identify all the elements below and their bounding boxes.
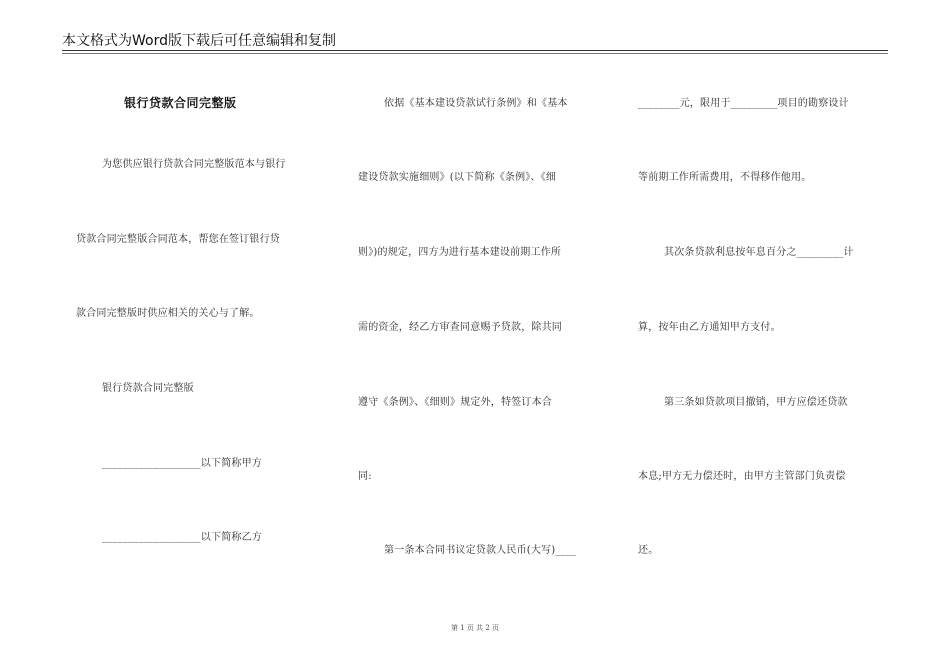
paragraph-line: 本息;甲方无力偿还时，由甲方主管部门负责偿 bbox=[638, 471, 846, 482]
document-header: 本文格式为Word版下载后可任意编辑和复制 bbox=[62, 33, 336, 49]
header-rule-thin bbox=[62, 53, 888, 54]
paragraph-line: 算，按年由乙方通知甲方支付。 bbox=[638, 322, 781, 333]
paragraph-line: ________元，限用于_________项目的勘察设计 bbox=[638, 98, 849, 109]
paragraph-line: 同: bbox=[358, 471, 372, 482]
paragraph-line: 贷款合同完整版合同范本，帮您在签订银行贷 bbox=[76, 234, 280, 245]
page-number-footer: 第 1 页 共 2 页 bbox=[450, 624, 500, 632]
paragraph-line: 建设贷款实施细则》(以下简称《条例》、《细 bbox=[358, 172, 557, 183]
paragraph-line: 其次条贷款利息按年息百分之_________计 bbox=[664, 247, 854, 258]
paragraph-line: 款合同完整版时供应相关的关心与了解。 bbox=[76, 308, 260, 319]
paragraph-line: 还。 bbox=[638, 545, 659, 556]
paragraph-line: 依据《基本建设贷款试行条例》和《基本 bbox=[384, 98, 568, 109]
paragraph-line: 为您供应银行贷款合同完整版范本与银行 bbox=[102, 159, 286, 170]
party-b-line: ___________________以下简称乙方 bbox=[102, 532, 262, 543]
paragraph-line: 等前期工作所需费用，不得移作他用。 bbox=[638, 172, 812, 183]
paragraph-line: 需的资金，经乙方审查同意赐予贷款，除共同 bbox=[358, 322, 562, 333]
paragraph-line: 则》)的规定，四方为进行基本建设前期工作所 bbox=[358, 247, 562, 258]
paragraph-line: 第一条本合同书议定贷款人民币(大写)____ bbox=[384, 545, 577, 556]
paragraph-line: 第三条如贷款项目撤销，甲方应偿还贷款 bbox=[664, 397, 848, 408]
party-a-line: ___________________以下简称甲方 bbox=[102, 458, 262, 469]
section-heading: 银行贷款合同完整版 bbox=[102, 383, 194, 394]
header-rule-thick bbox=[62, 50, 888, 51]
paragraph-line: 遵守《条例》、《细则》规定外，特签订本合 bbox=[358, 397, 552, 408]
document-title: 银行贷款合同完整版 bbox=[124, 96, 237, 110]
